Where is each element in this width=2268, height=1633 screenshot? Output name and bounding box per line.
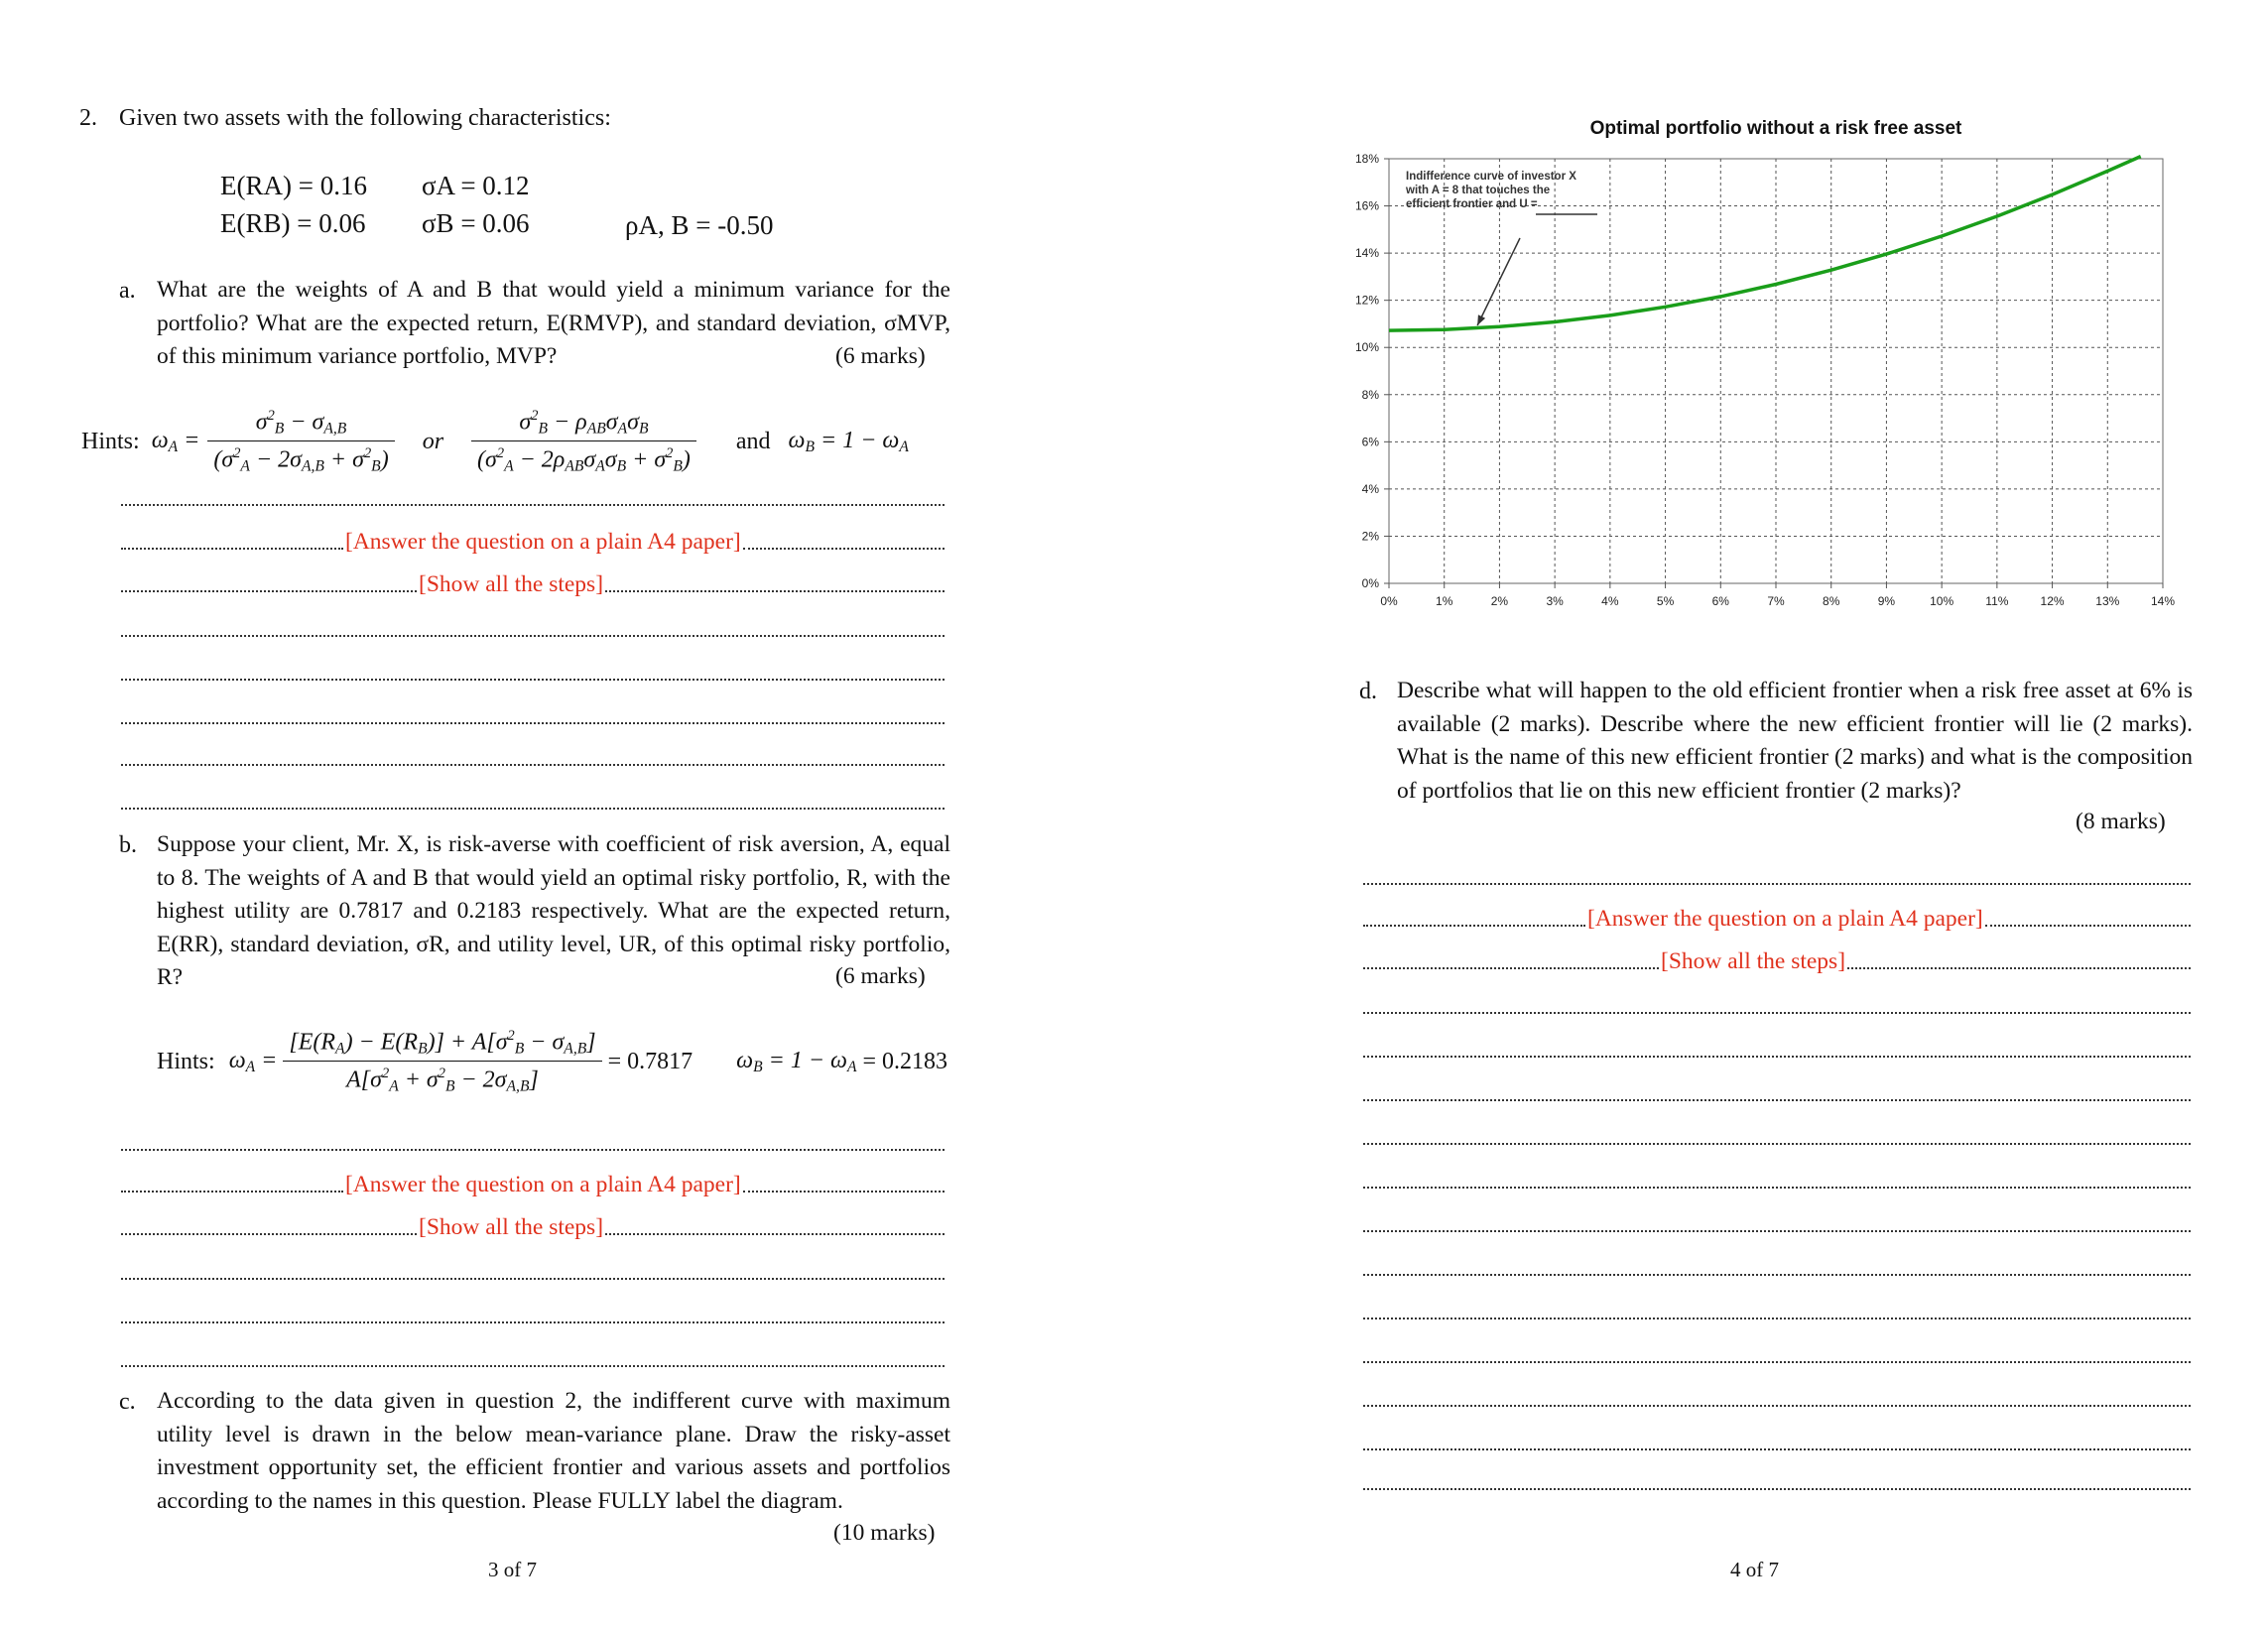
- y-tick-label: 8%: [1361, 387, 1379, 402]
- x-tick-label: 13%: [2095, 594, 2120, 608]
- x-tick-label: 0%: [1380, 594, 1398, 608]
- x-tick-label: 8%: [1823, 594, 1840, 608]
- param-er-b: E(RB) = 0.06: [220, 208, 366, 238]
- param-sigma-b: σB = 0.06: [422, 208, 530, 238]
- x-tick-label: 1%: [1436, 594, 1453, 608]
- question-d-marks: (8 marks): [2076, 809, 2166, 834]
- y-tick-label: 10%: [1354, 340, 1379, 355]
- answer-line: [1363, 1143, 2191, 1145]
- answer-note: [Answer the question on a plain A4 paper]: [345, 529, 741, 555]
- answer-line: [1363, 1405, 2191, 1407]
- answer-line: [121, 764, 945, 766]
- answer-line: [1363, 1056, 2191, 1058]
- question-a-hints: [81, 397, 909, 486]
- steps-note-line: [121, 1211, 945, 1241]
- hints-label: Hints:: [157, 1048, 215, 1074]
- formula-fraction-1: $\frac{\sigma^2_B - \sigma_{A,B}}{(\sigma^2_A - 2\sigma_{A,B} + \sigma^2_B)}$: [207, 408, 394, 475]
- page-footer-right: 4 of 7: [1730, 1558, 1779, 1581]
- x-tick-label: 7%: [1767, 594, 1785, 608]
- formula-omega-b: $\omega_B = 1 - \omega_A$: [788, 427, 909, 455]
- param-sigma-a: σA = 0.12: [422, 171, 530, 200]
- answer-note: [Answer the question on a plain A4 paper]: [1587, 906, 1983, 932]
- steps-note: [Show all the steps]: [419, 571, 604, 597]
- formula-omega-b: $\omega_B = 1 - \omega_A$: [736, 1047, 857, 1075]
- answer-line: [1363, 1318, 2191, 1319]
- x-tick-label: 9%: [1877, 594, 1896, 608]
- answer-line: [1363, 1488, 2191, 1490]
- annotation-line-1: Indifference curve of investor X: [1406, 171, 1576, 183]
- y-axis-ticks: [1355, 152, 1389, 590]
- answer-line: [121, 1149, 945, 1151]
- formula-fraction-b: $\frac{[E(R_A) - E(R_B)] + A[\sigma^2_B - \sigma_{A,B}]}{A[\sigma^2_A + \sigma^2_B - 2\sigma_{A,B}]}$: [283, 1028, 601, 1095]
- answer-line: [1363, 1099, 2191, 1101]
- annotation-line-3: efficient frontier and U =: [1406, 198, 1538, 210]
- answer-line: [121, 722, 945, 724]
- formula-or: or: [422, 428, 444, 454]
- answer-line: [1363, 883, 2191, 885]
- question-2-number: 2.: [79, 105, 97, 131]
- x-axis-ticks: [1380, 583, 2175, 608]
- answer-line: [1363, 1012, 2191, 1014]
- answer-line: [121, 635, 945, 637]
- answer-line: [121, 1278, 945, 1280]
- y-tick-label: 12%: [1354, 293, 1379, 308]
- answer-note: [Answer the question on a plain A4 paper]: [345, 1172, 741, 1197]
- y-tick-label: 6%: [1361, 435, 1379, 449]
- plot-area: [1389, 159, 2163, 583]
- question-b-hints: [157, 1017, 947, 1106]
- y-tick-label: 16%: [1354, 198, 1379, 213]
- formula-wa-value: = 0.7817: [607, 1048, 693, 1074]
- param-rho: ρA, B = -0.50: [625, 210, 774, 240]
- page-footer-left: 3 of 7: [488, 1558, 537, 1581]
- x-tick-label: 3%: [1546, 594, 1564, 608]
- y-tick-label: 14%: [1354, 246, 1379, 261]
- param-er-a: E(RA) = 0.16: [220, 171, 367, 200]
- question-c-text: According to the data given in question 2, the indifferent curve with maximum utility level is drawn in the below mean-variance plane. Draw the risky-asset investment opportunity set, the efficient frontier and various assets and portfolios according to the names in this question. Please FULLY label the diagram.: [157, 1388, 950, 1514]
- answer-line: [121, 1321, 945, 1323]
- question-a-marks: (6 marks): [835, 343, 926, 369]
- formula-and: and: [735, 428, 771, 454]
- question-2-intro: Given two assets with the following characteristics:: [119, 105, 611, 131]
- hints-label: Hints:: [81, 428, 140, 454]
- answer-line: [1363, 1230, 2191, 1232]
- x-tick-label: 2%: [1490, 594, 1509, 608]
- x-tick-label: 6%: [1711, 594, 1729, 608]
- answer-line: [121, 504, 945, 506]
- y-tick-label: 18%: [1354, 152, 1379, 166]
- y-tick-label: 4%: [1361, 481, 1379, 496]
- answer-line: [121, 1365, 945, 1367]
- question-a-text: What are the weights of A and B that would yield a minimum variance for the portfolio? What are the expected return, E(RMVP), and standard deviation, σMVP, of this minimum variance portfolio, MVP?: [157, 277, 950, 369]
- y-tick-label: 0%: [1361, 576, 1379, 590]
- question-a-label: a.: [119, 278, 136, 304]
- answer-line: [1363, 1361, 2191, 1363]
- formula-omega-a: $\omega_A$ =: [228, 1047, 278, 1075]
- x-tick-label: 10%: [1930, 594, 1954, 608]
- question-b-label: b.: [119, 832, 137, 858]
- answer-line: [1363, 1187, 2191, 1189]
- formula-wb-value: = 0.2183: [862, 1048, 948, 1074]
- x-tick-label: 14%: [2150, 594, 2176, 608]
- answer-line: [121, 808, 945, 810]
- steps-note-line: [1363, 945, 2191, 975]
- steps-note: [Show all the steps]: [419, 1214, 604, 1240]
- frontier-chart: [1339, 99, 2193, 615]
- answer-line: [1363, 1274, 2191, 1276]
- x-tick-label: 5%: [1656, 594, 1675, 608]
- answer-note-line: [1363, 903, 2191, 933]
- chart-title: Optimal portfolio without a risk free asset: [1589, 118, 1962, 139]
- formula-fraction-2: $\frac{\sigma^2_B - \rho_{AB}\sigma_A\sigma_B}{(\sigma^2_A - 2\rho_{AB}\sigma_A\sigma_B + \sigma^2_B)}$: [471, 408, 696, 475]
- question-b-marks: (6 marks): [835, 963, 926, 989]
- answer-note-line: [121, 526, 945, 556]
- x-tick-label: 4%: [1601, 594, 1619, 608]
- answer-line: [121, 679, 945, 681]
- question-c-label: c.: [119, 1389, 136, 1415]
- formula-omega-a: $\omega_A$ =: [151, 427, 200, 455]
- question-b-text: Suppose your client, Mr. X, is risk-averse with coefficient of risk aversion, A, equal to 8. The weights of A and B that would yield an optimal risky portfolio, R, with the highest utility are 0.7817 and 0.2183 respectively. What are the expected return, E(RR), standard deviation, σR, and utility level, UR, of this optimal risky portfolio, R?: [157, 831, 950, 990]
- answer-note-line: [121, 1169, 945, 1198]
- steps-note: [Show all the steps]: [1661, 948, 1846, 974]
- x-tick-label: 12%: [2040, 594, 2065, 608]
- annotation-line-2: with A = 8 that touches the: [1406, 185, 1551, 196]
- question-d-label: d.: [1359, 679, 1377, 704]
- question-c-marks: (10 marks): [833, 1520, 936, 1546]
- x-tick-label: 11%: [1985, 594, 2009, 608]
- answer-line: [1363, 1448, 2191, 1450]
- y-tick-label: 2%: [1361, 529, 1379, 544]
- question-d-text: Describe what will happen to the old efficient frontier when a risk free asset at 6% is available (2 marks). Describe where the new efficient frontier will lie (2 marks). What is the name of this new efficient frontier (2 marks) and what is the composition of portfolios that lie on this new efficient frontier (2 marks)?: [1397, 678, 2193, 804]
- steps-note-line: [121, 568, 945, 598]
